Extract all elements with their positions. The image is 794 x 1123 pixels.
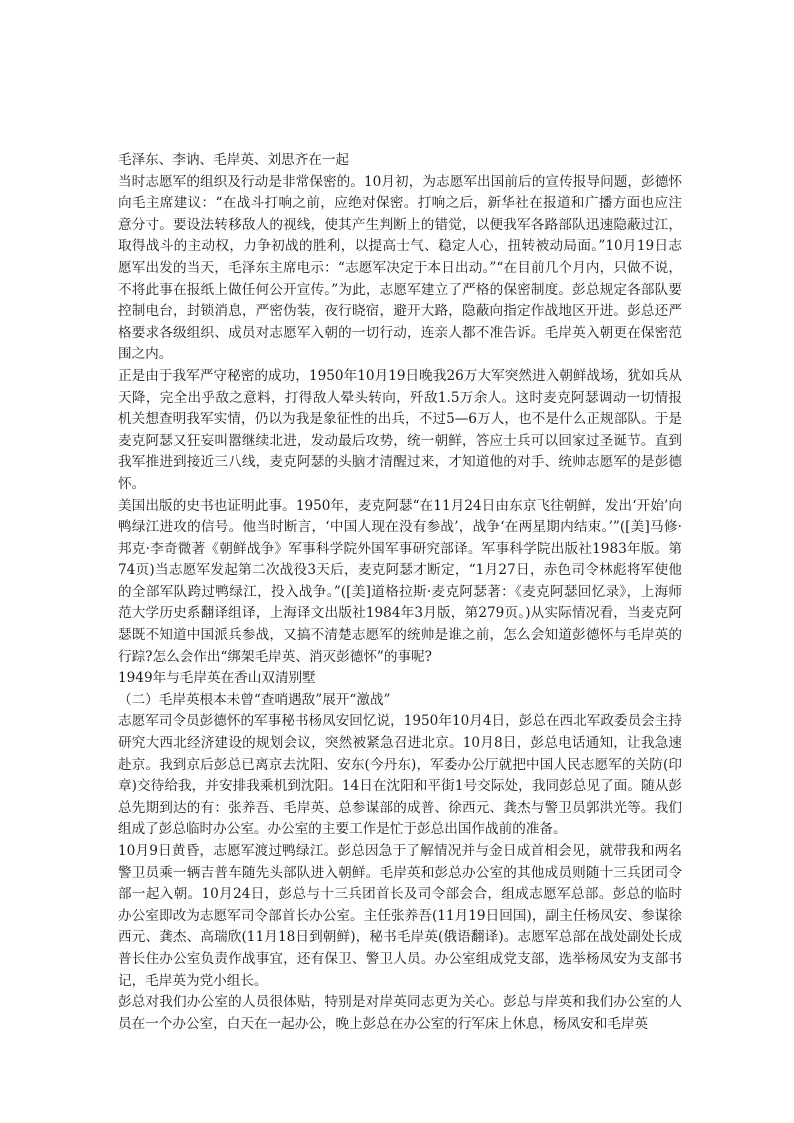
body-paragraph: 志愿军司令员彭德怀的军事秘书杨凤安回忆说，1950年10月4日，彭总在西北军政委员会主持研究大西北经济建设的规划会议，突然被紧急召进北京。10月8日，彭总电话通知，让我急速赴京。我到京后彭总已离京去沈阳、安东(今丹东)，军委办公厅就把中国人民志愿军的关防(印章)交待给我，并安排我乘机到沈阳。14日在沈阳和平街1号交际处，我同彭总见了面。随从彭总先期到达的有：张养吾、毛岸英、总参谋部的成普、徐西元、龚杰与警卫员郭洪光等。我们组成了彭总临时办公室。办公室的主要工作是忙于彭总出国作战前的准备。 bbox=[118, 713, 682, 838]
section-heading: （二）毛岸英根本未曾“查哨遇敌”展开“激战” bbox=[118, 691, 391, 708]
body-paragraph: 当时志愿军的组织及行动是非常保密的。10月初，为志愿军出国前后的宣传报导问题，彭德怀向毛主席建议：“在战斗打响之前，应绝对保密。打响之后，新华社在报道和广播方面也应注意分寸。要设法转移敌人的视线，使其产生判断上的错觉，以便我军各路部队迅速隐蔽过江，取得战斗的主动权，力争初战的胜利，以提高士气、稳定人心，扭转被动局面。”10月19日志愿军出发的当天，毛泽东主席电示：“志愿军决定于本日出动。”“在目前几个月内，只做不说，不将此事在报纸上做任何公开宣传。”为此，志愿军建立了严格的保密制度。彭总规定各部队要控制电台，封锁消息，严密伪装，夜行晓宿，避开大路，隐蔽向指定作战地区开进。彭总还严格要求各级组织、成员对志愿军入朝的一切行动，连亲人都不准告诉。毛岸英入朝更在保密范围之内。 bbox=[118, 173, 682, 363]
document-page bbox=[118, 150, 682, 1035]
photo-caption: 毛泽东、李讷、毛岸英、刘思齐在一起 bbox=[118, 152, 350, 168]
body-paragraph: 美国出版的史书也证明此事。1950年，麦克阿瑟“在11月24日由东京飞往朝鲜，发出‘开始’向鸭绿江进攻的信号。他当时断言，‘中国人现在没有参战’，战争‘在两星期内结束。’”([美]马修·邦克·李奇微著《朝鲜战争》军事科学院外国军事研究部译。军事科学院出版社1983年版。第74页)当志愿军发起第二次战役3天后，麦克阿瑟才断定，“1月27日，赤色司令林彪将军使他的全部军队跨过鸭绿江，投入战争。”([美]道格拉斯·麦克阿瑟著：《麦克阿瑟回忆录》，上海师范大学历史系翻译组译，上海译文出版社1984年3月版，第279页。)从实际情况看，当麦克阿瑟既不知道中国派兵参战，又搞不清楚志愿军的统帅是谁之前，怎么会知道彭德怀与毛岸英的行踪?怎么会作出“绑架毛岸英、消灭彭德怀”的事呢? bbox=[118, 497, 682, 665]
photo-caption: 1949年与毛岸英在香山双清别墅 bbox=[118, 670, 316, 687]
body-paragraph: 10月9日黄昏，志愿军渡过鸭绿江。彭总因急于了解情况并与金日成首相会见，就带我和两名警卫员乘一辆吉普车随先头部队进入朝鲜。毛岸英和彭总办公室的其他成员则随十三兵团司令部一起入朝。10月24日，彭总与十三兵团首长及司令部会合，组成志愿军总部。彭总的临时办公室即改为志愿军司令部首长办公室。主任张养吾(11月19日回国)，副主任杨凤安、参谋徐西元、龚杰、高瑞欣(11月18日到朝鲜)，秘书毛岸英(俄语翻译)。志愿军总部在战处副处长成普长住办公室负责作战事宜，还有保卫、警卫人员。办公室组成党支部，选举杨凤安为支部书记，毛岸英为党小组长。 bbox=[118, 843, 682, 989]
body-paragraph: 彭总对我们办公室的人员很体贴，特别是对岸英同志更为关心。彭总与岸英和我们办公室的人员在一个办公室，白天在一起办公，晚上彭总在办公室的行军床上休息，杨凤安和毛岸英 bbox=[118, 994, 682, 1032]
body-paragraph: 正是由于我军严守秘密的成功，1950年10月19日晚我26万大军突然进入朝鲜战场，犹如兵从天降，完全出乎敌之意料，打得敌人晕头转向，歼敌1.5万余人。这时麦克阿瑟调动一切情报机关想查明我军实情，仍以为我是象征性的出兵，不过5—6万人，也不是什么正规部队。于是麦克阿瑟又狂妄叫嚣继续北进，发动最后攻势，统一朝鲜，答应士兵可以回家过圣诞节。直到我军推进到接近三八线，麦克阿瑟的头脑才清醒过来，才知道他的对手、统帅志愿军的是彭德怀。 bbox=[118, 367, 682, 492]
